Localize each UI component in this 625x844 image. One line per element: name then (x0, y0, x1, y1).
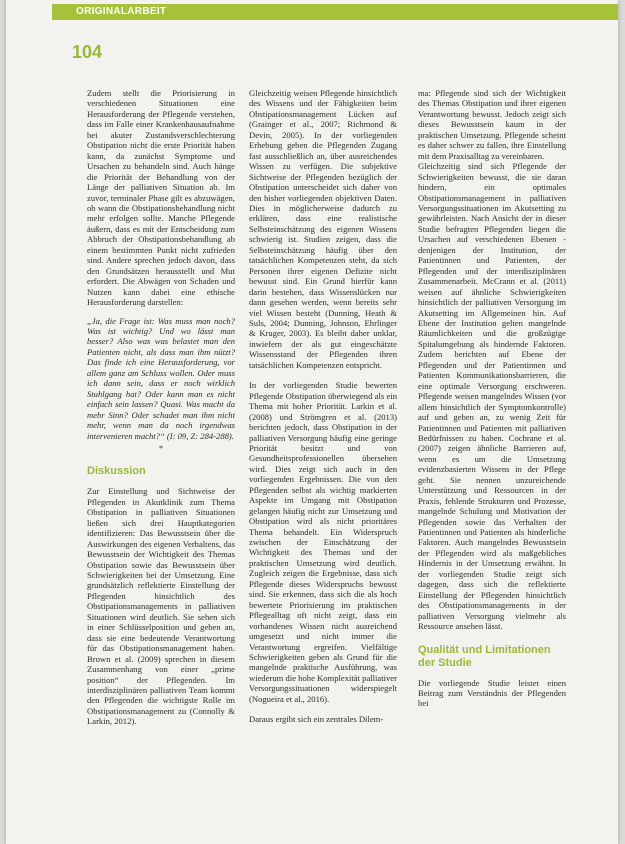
body-paragraph: Die vorliegende Studie leistet einen Beitrag zum Verständnis der Pflegenden bei (418, 677, 566, 709)
body-paragraph: ma: Pflegende sind sich der Wichtigkeit des Themas Obstipation und ihrer eigenen Verantwortung bewusst. Jedoch zeigt sich dieses Bewusstsein kaum in der praktischen Umsetzung. Pflegende scheint es daher schwer zu fallen, ihre Einstellung mit dem Praxisalltag zu vereinbaren. (418, 88, 566, 161)
column-right (418, 88, 566, 709)
section-heading-discussion: Diskussion (87, 465, 146, 478)
body-paragraph: Zur Einstellung und Sichtweise der Pflegenden in Akutklinik zum Thema Obstipation in palliativen Situationen ließen sich drei Hauptkategorien identifizieren: Das Bewusstsein über die Auswirkungen des eigenen Verhaltens, das Bewusstsein der Wichtigkeit des Themas Obstipation sowie das Bewusstsein über Schwierigkeiten bei der Umsetzung. Eine grundsätzlich reflektierte Einstellung der Pflegenden hinsichtlich des Obstipationsmanagements in palliativen Situationen wird deutlich. Sie sehen sich in einer Schlüsselposition und geben an, dass sie eine bedeutende Verantwortung für das Obstipationsmanagement haben. Brown et al. (2009) sprechen in diesem Zusammenhang von einer „prime position“ der Pflegenden. Im interdisziplinären palliativen Team kommt den Pflegenden die wichtigste Rolle im Obstipationsmanagement zu (Connolly & Larkin, 2012). (87, 486, 235, 727)
body-paragraph: Zudem stellt die Priorisierung in verschiedenen Situationen eine Herausforderung der Pflegende verstehen, dass im Falle einer Krankenhausaufnahme bei akuter Zustandsverschlechterung Obstipation nicht die erste Priorität haben kann, da zunächst Symptome und Ursachen zu behandeln sind. Auch hänge die Priorität der Behandlung von der Länge der palliativen Situation ab. Im zuvor, terminaler Phase gilt es abzuwägen, ob wann die Obstipationsbehandlung nicht mehr erfolgen sollte. Manche Pflegende äußern, dass es mit der Entscheidung zum Abbruch der Obstipationsbehandlung ab einem bestimmten Punkt nicht zufrieden sind. Andere sprechen jedoch davon, dass den Grundsätzen herausstellt und Mut erfordert. Die Abwägen von Schaden und Nutzen kann dabei eine ethische Herausforderung darstellen: (87, 88, 235, 308)
body-paragraph: Gleichzeitig sind sich Pflegende der Schwierigkeiten bewusst, die sie daran hindern, ein optimales Obstipationsmanagement in palliativen Versorgungssituationen im Akutsetting zu gewährleisten. Nach Ansicht der in dieser Studie befragten Pflegenden liegen die Ursachen auf verschiedenen Ebenen - denjenigen der Institution, der Patientinnen und Patienten, der Pflegenden und der interdisziplinären Zusammenarbeit. McCrann et al. (2011) weisen auf ähnliche Schwierigkeiten hinsichtlich der palliativen Versorgung im Akutsetting im Allgemeinen hin. Auf Ebene der Institution gelten mangelnde Räumlichkeiten und die großzügige Spitalumgebung als hindernde Faktoren. Zudem berichten auf Ebene der Pflegenden und der Patientinnen und Patienten Kommunikationsbarrieren, die eine optimale Versorgung erschweren. Pflegende weisen mangelndes Wissen (vor allem hinsichtlich der Symptomkontrolle) auf und geben an, zu wenig Zeit für Patientinnen und Patienten mit palliativen Bedürfnissen zu haben. Cochrane et al. (2007) zeigen ähnliche Barrieren auf, wenn es um die Umsetzung evidenzbasierten Wissens in der Pflege geht. Sie nennen unzureichende Unterstützung und Ressourcen in der Praxis, fehlende Strukturen und Prozesse, mangelnde Schulung und Motivation der Pflegenden sowie das Verhalten der Patientinnen und Patienten als hinderliche Faktoren. Auch mangelndes Bewusstsein der Pflegenden wird als maßgebliches Hindernis in der Umsetzung erwähnt. In der vorliegenden Studie zeigt sich dagegen, dass sich die reflektierte Einstellung der Pflegenden hinsichtlich des Obstipationsmanagements in der palliativen Versorgung vielmehr als Ressource ansehen lässt. (418, 161, 566, 632)
body-paragraph: Daraus ergibt sich ein zentrales Dilem- (249, 714, 384, 725)
section-label: ORIGINALARBEIT (76, 6, 167, 17)
body-paragraph: In der vorliegenden Studie bewerten Pflegende Obstipation überwiegend als ein Thema mit hoher Priorität. Larkin et al. (2008) und Strömgren et al. (2013) berichten jedoch, dass Obstipation in der palliativen Versorgung häufig eine geringe Priorität besitzt und von Gesundheitsprofessionellen übersehen wird. Dies zeigt sich auch in den vorliegenden Ergebnissen. Die von den Pflegenden selbst als wichtig markierten Aspekte im Umgang mit Obstipation gelangen häufig nicht zur Umsetzung und Obstipation wird als nicht prioritäres Thema behandelt. Ein Widerspruch zwischen der Einschätzung der Wichtigkeit des Themas und der praktischen Umsetzung wird deutlich. Zugleich zeigen die Ergebnisse, dass sich Pflegende dieses Widerspruchs bewusst sind. Sie erkennen, dass sich die als hoch bewertete Priorisierung im praktischen Pflegealltag oft nicht zeigt, dass ein vorhandenes Wissen nicht ausreichend umgesetzt und nicht immer die Verantwortung ergreifen. Vielfältige Schwierigkeiten geben als Grund für die mangelnde praktische Ausführung, was wiederum die hohe Komplexität palliativer Versorgungssituationen widerspiegelt (Nogueira et al., 2016). (249, 380, 397, 704)
body-paragraph: Gleichzeitig weisen Pflegende hinsichtlich des Wissens und der Fähigkeiten beim Obstipationsmanagement Lücken auf (Grainger et al., 2007; Richmond & Devin, 2005). In der vorliegenden Erhebung geben die Pflegenden Zugang fast ausschließlich an, über ausreichendes Wissen zu verfügen. Die subjektive Sichtweise der Pflegenden bezüglich der Obstipation unterscheidet sich daher von den bisher vorliegenden objektiven Daten. Dies in möglicherweise dadurch zu erklären, dass eine realistische Selbsteinschätzung des eigenen Wissens schwierig ist. Studien zeigen, dass die Selbsteinschätzung häufig über den tatsächlichen Kompetenzen steht, da sich Personen ihrer eigenen Defizite nicht bewusst sind. Ein Grund hierfür kann darin bestehen, dass Wissenslücken nur dann gesehen werden, wenn bereits sehr viel Wissen besteht (Dunning, Heath & Suls, 2004; Dunning, Johnson, Ehrlinger & Kruger, 2003). Es bleibt daher unklar, inwiefern der als gut eingeschätzte Wissensstand der Pflegenden ihren tatsächlichen Kompetenzen entspricht. (249, 88, 397, 370)
section-heading-quality: Qualität und Limitationen der Studie (418, 643, 551, 669)
interview-quote: „Ja, die Frage ist: Was muss man noch? Was ist wichtig? Und wo lässt man besser? Also was was belastet man den Patienten nicht, als dass man ihm nützt? Das finde ich eine Herausforderung, vor allem ganz am Schluss wollen. Oder muss ich dann sein, dass er noch wirklich Stuhlgang hat? Oder kann man es nicht einfach sein lassen? Quasi. Was macht da mehr Sinn? Oder schadet man ihm nicht mehr, wenn man da noch irgendwas intervenieren macht?“ (I: 09, Z: 284-288). (87, 315, 235, 441)
column-left (87, 88, 235, 727)
page-number: 104 (72, 42, 103, 62)
column-middle (249, 88, 397, 725)
journal-page (6, 0, 618, 844)
header-bar (52, 4, 618, 20)
separator-mark: * (158, 442, 164, 453)
